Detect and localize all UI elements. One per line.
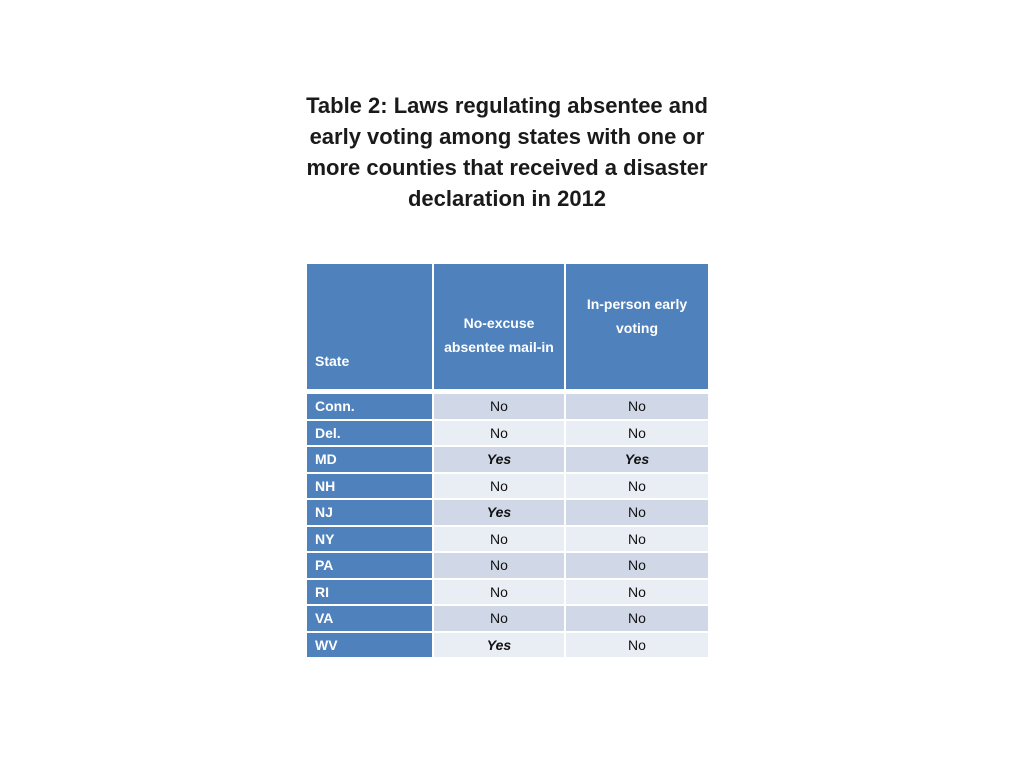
state-cell: NY bbox=[307, 526, 433, 553]
column-header-absentee-mail-in bbox=[433, 264, 565, 389]
early-voting-cell: Yes bbox=[565, 446, 708, 473]
early-voting-cell: No bbox=[565, 632, 708, 659]
column-header-state-label: State bbox=[315, 353, 350, 369]
absentee-mail-in-cell: No bbox=[433, 605, 565, 632]
early-voting-cell: No bbox=[565, 420, 708, 447]
state-cell: PA bbox=[307, 552, 433, 579]
table-row bbox=[307, 632, 708, 659]
absentee-mail-in-cell: No bbox=[433, 526, 565, 553]
column-header-absentee-mail-in-label: No-excuse absentee mail-in bbox=[444, 314, 554, 355]
state-cell: Del. bbox=[307, 420, 433, 447]
table-row bbox=[307, 526, 708, 553]
table-header-row bbox=[307, 264, 708, 389]
absentee-mail-in-cell: Yes bbox=[433, 499, 565, 526]
column-header-early-voting bbox=[565, 264, 708, 389]
early-voting-cell: No bbox=[565, 605, 708, 632]
state-cell: RI bbox=[307, 579, 433, 606]
early-voting-cell: No bbox=[565, 473, 708, 500]
early-voting-cell: No bbox=[565, 526, 708, 553]
table-body bbox=[307, 389, 708, 658]
column-header-early-voting-label: In-person early voting bbox=[586, 295, 688, 336]
table-row bbox=[307, 393, 708, 420]
absentee-mail-in-cell: Yes bbox=[433, 446, 565, 473]
table-row bbox=[307, 499, 708, 526]
state-cell: NJ bbox=[307, 499, 433, 526]
laws-table bbox=[307, 264, 708, 659]
column-header-state bbox=[307, 264, 433, 389]
table-row bbox=[307, 579, 708, 606]
early-voting-cell: No bbox=[565, 552, 708, 579]
table-row bbox=[307, 420, 708, 447]
state-cell: WV bbox=[307, 632, 433, 659]
state-cell: Conn. bbox=[307, 393, 433, 420]
absentee-mail-in-cell: Yes bbox=[433, 632, 565, 659]
table-row bbox=[307, 473, 708, 500]
early-voting-cell: No bbox=[565, 579, 708, 606]
state-cell: NH bbox=[307, 473, 433, 500]
state-cell: VA bbox=[307, 605, 433, 632]
absentee-mail-in-cell: No bbox=[433, 393, 565, 420]
state-cell: MD bbox=[307, 446, 433, 473]
table-row bbox=[307, 446, 708, 473]
early-voting-cell: No bbox=[565, 393, 708, 420]
absentee-mail-in-cell: No bbox=[433, 420, 565, 447]
absentee-mail-in-cell: No bbox=[433, 579, 565, 606]
page-title: Table 2: Laws regulating absentee and early voting among states with one or more counties that received a disaster declaration in 2012 bbox=[306, 93, 708, 211]
absentee-mail-in-cell: No bbox=[433, 473, 565, 500]
absentee-mail-in-cell: No bbox=[433, 552, 565, 579]
table-row bbox=[307, 605, 708, 632]
early-voting-cell: No bbox=[565, 499, 708, 526]
table-row bbox=[307, 552, 708, 579]
